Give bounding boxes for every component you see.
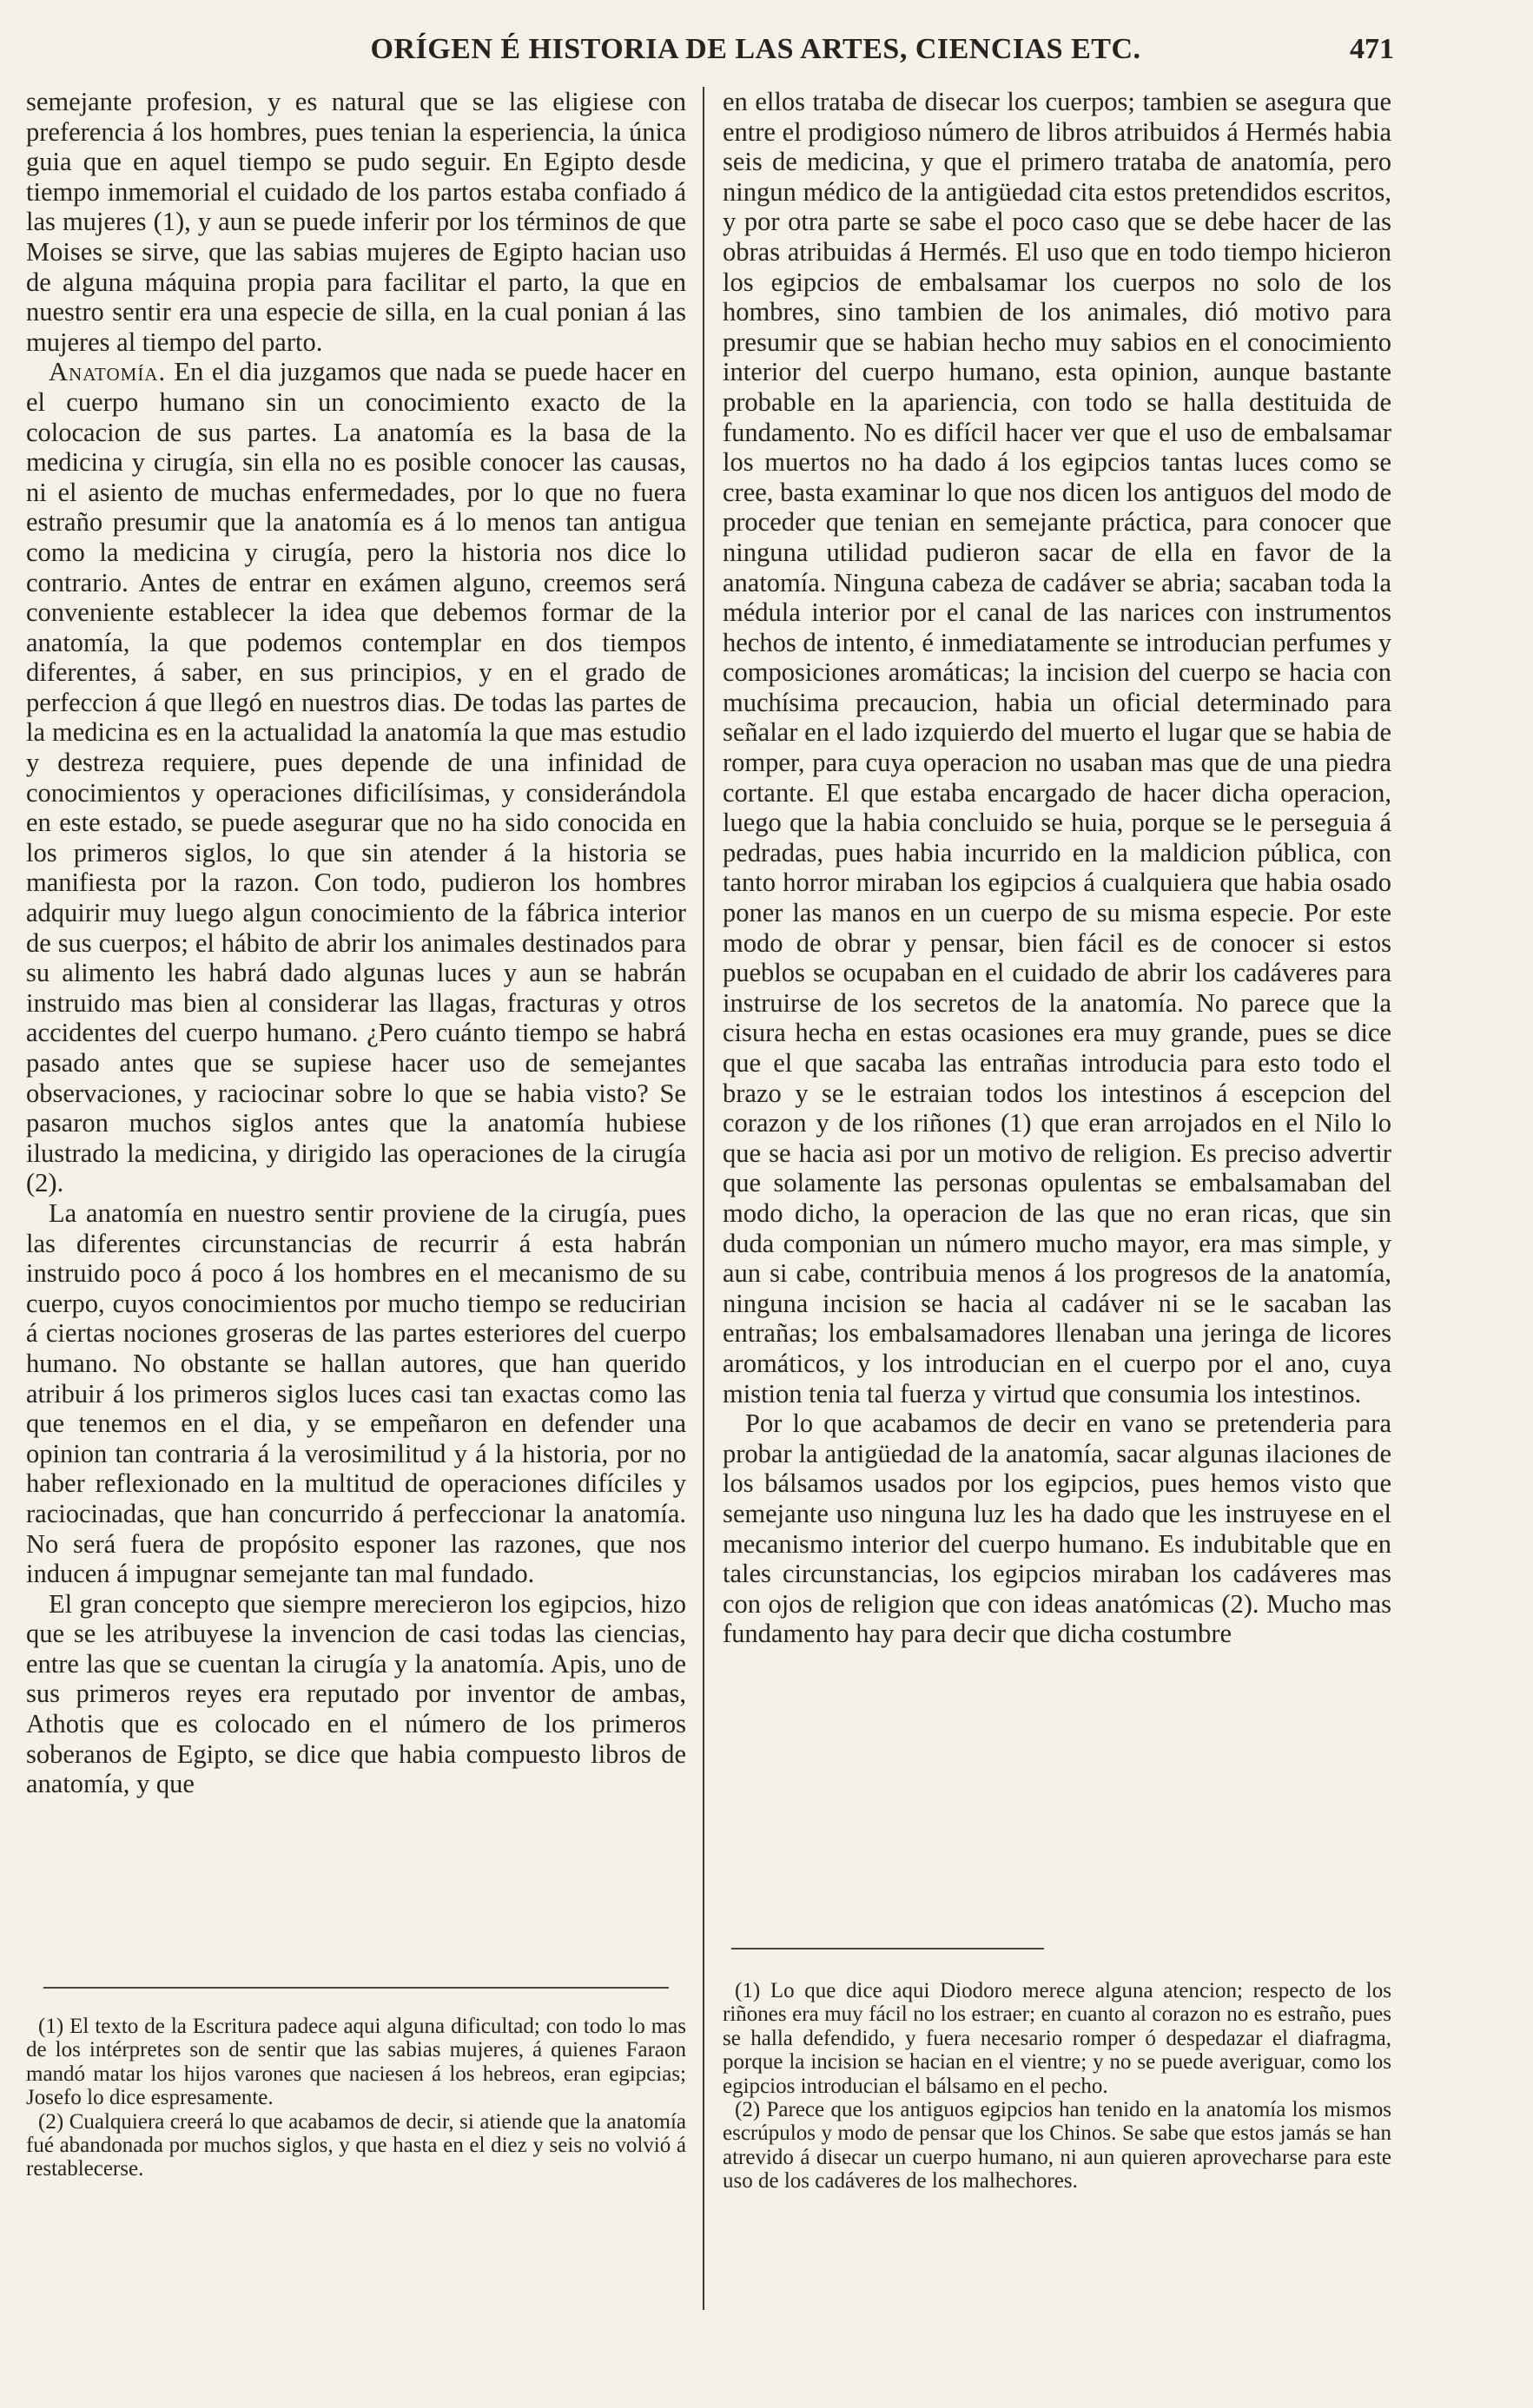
footnote-rule bbox=[731, 1948, 1044, 1949]
column-divider bbox=[703, 87, 704, 2310]
footnotes bbox=[26, 2015, 686, 2181]
paragraph-anatomia bbox=[26, 357, 686, 1198]
running-title: ORÍGEN É HISTORIA DE LAS ARTES, CIENCIAS ETC. bbox=[370, 33, 1141, 65]
footnote-rule bbox=[43, 1987, 669, 1989]
section-heading: Anatomía. bbox=[49, 357, 167, 387]
paragraph-text: En el dia juzgamos que nada se puede hacer en el cuerpo humano sin un conocimiento exacto de la colocacion de sus partes. La anatomía es la basa de la medicina y cirugía, sin ella no es posible conocer las causas, ni el asiento de muchas enfermedades, por lo que no fuera estraño presumir que la anatomía es á lo menos tan antigua como la medicina y cirugía, pero la historia nos dice lo contrario. Antes de entrar en exámen alguno, creemos será conveniente establecer la idea que debemos formar de la anatomía, la que podemos contemplar en dos tiempos diferentes, á saber, en sus principios, y en el grado de perfeccion á que llegó en nuestros dias. De todas las partes de la medicina es en la actualidad la anatomía la que mas estudio y destreza requiere, pues depende de una infinidad de conocimientos y operaciones dificilísimas, y considerándola en este estado, se puede asegurar que no ha sido conocida en los primeros siglos, lo que sin atender á la historia se manifiesta por la razon. Con todo, pudieron los hombres adquirir muy luego algun conocimiento de la fábrica interior de sus cuerpos; el hábito de abrir los animales destinados para su alimento les habrá dado algunas luces y aun se habrán instruido mas bien al considerar las llagas, fracturas y otros accidentes del cuerpo humano. ¿Pero cuánto tiempo se habrá pasado antes que se supiese hacer uso de semejantes observaciones, y raciocinar sobre lo que se habia visto? Se pasaron muchos siglos antes que la anatomía hubiese ilustrado la medicina, y dirigido las operaciones de la cirugía (2). bbox=[26, 357, 686, 1198]
paragraph: La anatomía en nuestro sentir proviene de la cirugía, pues las diferentes circunstancias de recurrir á esta habrán instruido poco á poco á los hombres en el mecanismo de su cuerpo, cuyos conocimientos por mucho tiempo se reducirian á ciertas nociones groseras de las partes esteriores del cuerpo humano. No obstante se hallan autores, que han querido atribuir á los primeros siglos luces casi tan exactas como las que tenemos en el dia, y se empeñaron en defender una opinion tan contraria á la verosimilitud y á la historia, por no haber reflexionado en la multitud de operaciones difíciles y raciocinadas, que han concurrido á perfeccionar la anatomía. No será fuera de propósito esponer las razones, que nos inducen á impugnar semejante tan mal fundado. bbox=[26, 1197, 686, 1589]
page-header bbox=[0, 33, 1533, 76]
paragraph: en ellos trataba de disecar los cuerpos; tambien se asegura que entre el prodigioso número de libros atribuidos á Hermés habia seis de medicina, y que el primero trataba de anatomía, pero ningun médico de la antigüedad cita estos pretendidos escritos, y por otra parte se sabe el poco caso que se debe hacer de las obras atribuidas á Hermés. El uso que en todo tiempo hicieron los egipcios de embalsamar los cuerpos no solo de los hombres, sino tambien de los animales, dió motivo para presumir que se habian hecho muy sabios en el conocimiento interior del cuerpo humano, esta opinion, aunque bastante probable en la apariencia, con todo se halla destituida de fundamento. No es difícil hacer ver que el uso de embalsamar los muertos no ha dado á los egipcios tantas luces como se cree, basta examinar lo que nos dicen los antiguos del modo de proceder que tenian en semejante práctica, para conocer que ninguna utilidad pudieron sacar de ella en favor de la anatomía. Ninguna cabeza de cadáver se abria; sacaban toda la médula interior por el canal de las narices con instrumentos hechos de intento, é inmediatamente se introducian perfumes y composiciones aromáticas; la incision del cuerpo se hacia con muchísima precaucion, habia un oficial determinado para señalar en el lado izquierdo del muerto el lugar que se habia de romper, para cuya operacion no usaban mas que de una piedra cortante. El que estaba encargado de hacer dicha operacion, luego que la habia concluido se huia, porque se le perseguia á pedradas, pues habia incurrido en la maldicion pública, con tanto horror miraban los egipcios á cualquiera que habia osado poner las manos en un cuerpo de su misma especie. Por este modo de obrar y pensar, bien fácil es de conocer si estos pueblos se ocupaban en el cuidado de abrir los cadáveres para instruirse de los secretos de la anatomía. No parece que la cisura hecha en estas ocasiones era muy grande, pues se dice que el que sacaba las entrañas introducia para esto todo el brazo y se le estraian todos los intestinos á escepcion del corazon y de los riñones (1) que eran arrojados en el Nilo lo que se hacia asi por un motivo de religion. Es preciso advertir que solamente las personas opulentas se embalsamaban del modo dicho, la operacion de las que no eran ricas, que sin duda componian un número mucho mayor, era mas simple, y aun si cabe, contribuia menos á los progresos de la anatomía, ninguna incision se hacia al cadáver ni se le sacaban las entrañas; los embalsamadores llenaban una jeringa de licores aromáticos, y los introducian en el cuerpo por el ano, cuya mistion tenia tal fuerza y virtud que consumia los intestinos. bbox=[723, 87, 1391, 1409]
footnote: (1) El texto de la Escritura padece aqui alguna dificultad; con todo lo mas de los intérpretes son de sentir que las sabias mujeres, á quienes Faraon mandó matar los hijos varones que naciesen á los hebreos, eran egipcias; Josefo lo dice espresamente. bbox=[26, 2015, 686, 2110]
paragraph: El gran concepto que siempre merecieron los egipcios, hizo que se les atribuyese la invencion de casi todas las ciencias, entre las que se cuentan la cirugía y la anatomía. Apis, uno de sus primeros reyes era reputado por inventor de ambas, Athotis que es colocado en el número de los primeros soberanos de Egipto, se dice que habia compuesto libros de anatomía, y que bbox=[26, 1588, 686, 1799]
footnotes bbox=[723, 1979, 1391, 2194]
left-column bbox=[26, 87, 686, 2181]
footnote: (1) Lo que dice aqui Diodoro merece alguna atencion; respecto de los riñones era muy fácil no los estraer; en cuanto al corazon no es estraño, pues se halla defendido, y fuera necesario romper ó despedazar el diafragma, porque la incision se hacian en el vientre; y no se puede averiguar, como los egipcios introducian el bálsamo en el pecho. bbox=[723, 1979, 1391, 2098]
right-column bbox=[723, 87, 1391, 2194]
paragraph: semejante profesion, y es natural que se las eligiese con preferencia á los hombres, pues tenian la esperiencia, la única guia que en aquel tiempo se pudo seguir. En Egipto desde tiempo inmemorial el cuidado de los partos estaba confiado á las mujeres (1), y aun se puede inferir por los términos de que Moises se sirve, que las sabias mujeres de Egipto hacian uso de alguna máquina propia para facilitar el parto, la que en nuestro sentir era una especie de silla, en la cual ponian á las mujeres al tiempo del parto. bbox=[26, 87, 686, 357]
footnote: (2) Parece que los antiguos egipcios han tenido en la anatomía los mismos escrúpulos y modo de pensar que los Chinos. Se sabe que estos jamás se han atrevido á disecar un cuerpo humano, ni aun quieren aprovecharse para este uso de los cadáveres de los malhechores. bbox=[723, 2098, 1391, 2194]
right-body bbox=[723, 87, 1391, 1941]
footnote: (2) Cualquiera creerá lo que acabamos de decir, si atiende que la anatomía fué abandonada por muchos siglos, y que hasta en el diez y seis no volvió á restablecerse. bbox=[26, 2109, 686, 2181]
page-number: 471 bbox=[1350, 33, 1394, 65]
left-body bbox=[26, 87, 686, 1980]
paragraph: Por lo que acabamos de decir en vano se pretenderia para probar la antigüedad de la anatomía, sacar algunas ilaciones de los bálsamos usados por los egipcios, pues hemos visto que semejante uso ninguna luz les ha dado que les instruyese en el mecanismo interior del cuerpo humano. Es indubitable que en tales circunstancias, los egipcios miraban los cadáveres mas con ojos de religion que con ideas anatómicas (2). Mucho mas fundamento hay para decir que dicha costumbre bbox=[723, 1409, 1391, 1649]
